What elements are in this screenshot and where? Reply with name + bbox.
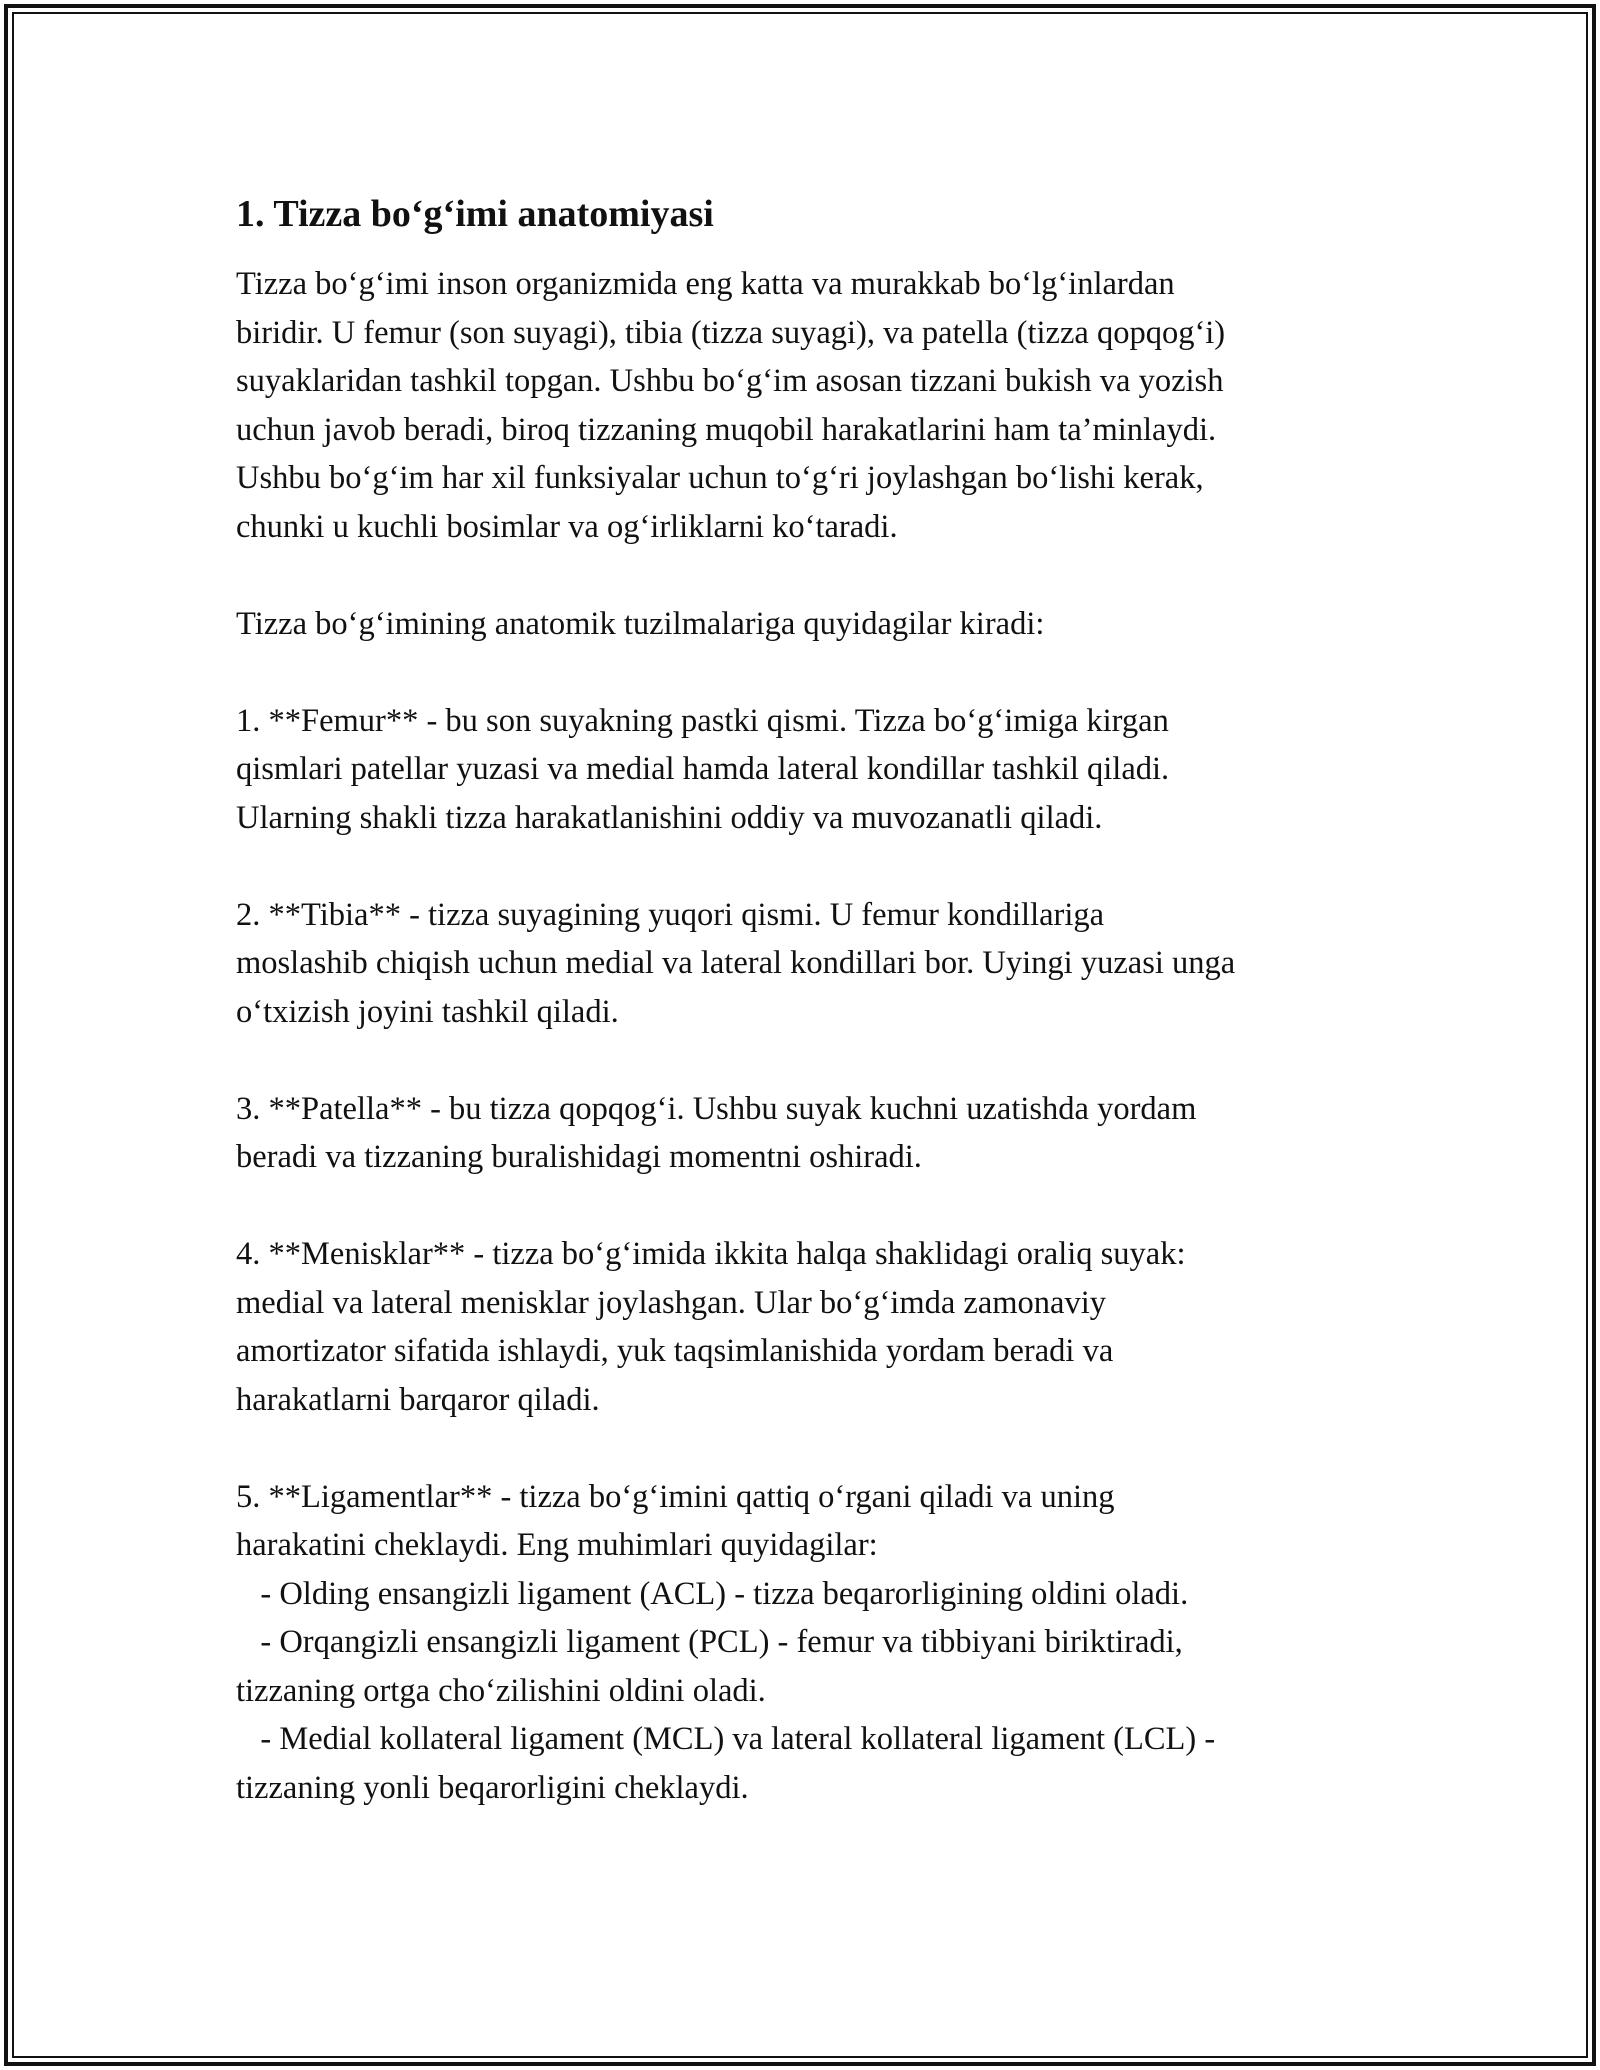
section-heading: 1. Tizza bo‘g‘imi anatomiyasi: [236, 193, 714, 235]
paragraph-menisci: 4. **Menisklar** - tizza bo‘g‘imida ikkita halqa shaklidagi oraliq suyak: medial va lateral menisklar joylashgan. Ular bo‘g‘imda zamonaviy amortizator sifatida ishlaydi, yuk taqsimlanishida yordam beradi va harakatlarni barqaror qiladi.: [236, 1236, 1186, 1418]
paragraph-patella: 3. **Patella** - bu tizza qopqog‘i. Ushbu suyak kuchni uzatishda yordam beradi va tizzaning buralishidagi momentni oshiradi.: [236, 1090, 1197, 1175]
paragraph-ligaments: 5. **Ligamentlar** - tizza bo‘g‘imini qattiq o‘rgani qiladi va uning harakatini cheklaydi. Eng muhimlari quyidagilar: - Olding ensangizli ligament (ACL) - tizza beqarorligining oldini oladi. - Orqangizli ensangizli ligament (PCL) - femur va tibbiyani biriktiradi, tizzaning ortga cho‘zilishini oldini oladi. - Medial kollateral ligament (MCL) va lateral kollateral ligament (LCL) - tizzaning yonli beqarorligini cheklaydi.: [236, 1478, 1216, 1806]
paragraph-tibia: 2. **Tibia** - tizza suyagining yuqori qismi. U femur kondillariga moslashib chiqish uchun medial va lateral kondillari bor. Uyingi yuzasi unga o‘txizish joyini tashkil qiladi.: [236, 896, 1236, 1030]
paragraph-femur: 1. **Femur** - bu son suyakning pastki qismi. Tizza bo‘g‘imiga kirgan qismlari patellar yuzasi va medial hamda lateral kondillar tashkil qiladi. Ularning shakli tizza harakatlanishini oddiy va muvozanatli qiladi.: [236, 702, 1170, 836]
paragraph-intro: Tizza bo‘g‘imi inson organizmida eng katta va murakkab bo‘lg‘inlardan biridir. U femur (son suyagi), tibia (tizza suyagi), va patella (tizza qopqog‘i) suyaklaridan tashkil topgan. Ushbu bo‘g‘im asosan tizzani bukish va yozish uchun javob beradi, biroq tizzaning muqobil harakatlarini ham ta’minlaydi. Ushbu bo‘g‘im har xil funksiyalar uchun to‘g‘ri joylashgan bo‘lishi kerak, chunki u kuchli bosimlar va og‘irliklarni ko‘taradi.: [236, 266, 1226, 545]
paragraph-structures-lead: Tizza bo‘g‘imining anatomik tuzilmalariga quyidagilar kiradi:: [236, 605, 1045, 642]
document-body: [236, 188, 1386, 1861]
